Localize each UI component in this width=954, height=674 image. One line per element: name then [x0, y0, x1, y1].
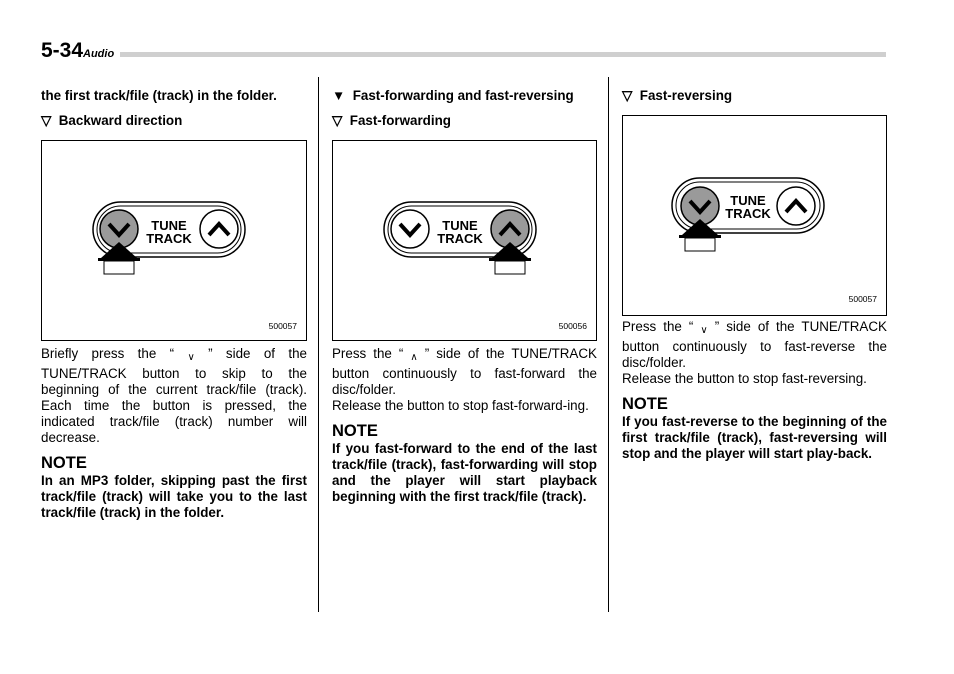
up-button [200, 210, 238, 248]
figure-code: 500057 [848, 294, 877, 304]
triangle-outline-icon: ▽ [332, 113, 343, 128]
body-text-a: Press the “ [622, 319, 694, 334]
section-heading [332, 88, 597, 104]
body-text-a: Press the “ [332, 346, 404, 361]
fig-tune-label: TUNE [151, 218, 187, 233]
fig-tune-label: TUNE [730, 193, 766, 208]
body-text-2: Release the button to stop fast-forward-ing. [332, 398, 589, 413]
triangle-outline-icon: ▽ [622, 88, 633, 103]
subheading [332, 113, 597, 129]
section-title: Audio [83, 48, 115, 60]
tune-track-figure [332, 140, 597, 341]
body-text-b: ” side of the TUNE/TRACK button to skip to the beginning of the current track/file (track). Each time the button is pressed, the indicated track/file (track) number will decrease. [41, 346, 307, 445]
fig-track-label: TRACK [146, 231, 192, 246]
fig-track-label: TRACK [437, 231, 483, 246]
column-2 [332, 88, 597, 505]
column-divider [608, 77, 609, 612]
tune-track-illustration [333, 141, 598, 342]
note-heading: NOTE [332, 422, 378, 440]
fig-tune-label: TUNE [442, 218, 478, 233]
note-text: In an MP3 folder, skipping past the first track/file (track) will take you to the last track/file (track) in the folder. [41, 473, 307, 520]
page-number: 5-34 [41, 39, 84, 62]
figure-code: 500056 [558, 321, 587, 331]
note-text: If you fast-forward to the end of the last track/file (track), fast-forwarding will stop and the player will start playback beginning with the first track/file (track). [332, 441, 597, 504]
intro-text: the first track/file (track) in the folder. [41, 88, 277, 103]
body-text [41, 346, 307, 446]
subheading-text: Backward direction [58, 113, 183, 128]
fig-track-label: TRACK [725, 206, 771, 221]
tune-track-figure [41, 140, 307, 341]
subheading-text: Fast-forwarding [349, 113, 451, 128]
down-button [391, 210, 429, 248]
column-divider [318, 77, 319, 612]
body-text [332, 346, 597, 398]
body-text-b: ” side of the TUNE/TRACK button continuously to fast-reverse the disc/folder. [622, 319, 887, 370]
column-3 [622, 88, 887, 462]
chevron-down-glyph: ∨ [700, 325, 708, 336]
subheading-text: Fast-reversing [639, 88, 733, 103]
note-text: If you fast-reverse to the beginning of the first track/file (track), fast-reversing will stop and the player will start play-back. [622, 414, 887, 461]
subheading [41, 113, 307, 129]
body-text-b: ” side of the TUNE/TRACK button continuously to fast-forward the disc/folder. [332, 346, 597, 397]
body-text [622, 319, 887, 371]
note-heading: NOTE [622, 395, 668, 413]
triangle-outline-icon: ▽ [41, 113, 52, 128]
chevron-down-glyph: ∨ [187, 352, 195, 363]
column-1 [41, 88, 307, 521]
triangle-filled-icon: ▼ [332, 88, 346, 103]
tune-track-illustration [42, 141, 308, 342]
tune-track-illustration [623, 116, 888, 317]
section-heading-text: Fast-forwarding and fast-reversing [352, 88, 574, 103]
chevron-up-glyph: ∧ [410, 352, 418, 363]
figure-code: 500057 [268, 321, 297, 331]
body-text-2: Release the button to stop fast-reversing. [622, 371, 867, 386]
note-heading: NOTE [41, 454, 87, 472]
header-rule [120, 52, 886, 57]
subheading [622, 88, 887, 104]
tune-track-figure [622, 115, 887, 316]
body-text-a: Briefly press the “ [41, 346, 175, 361]
up-button [777, 187, 815, 225]
